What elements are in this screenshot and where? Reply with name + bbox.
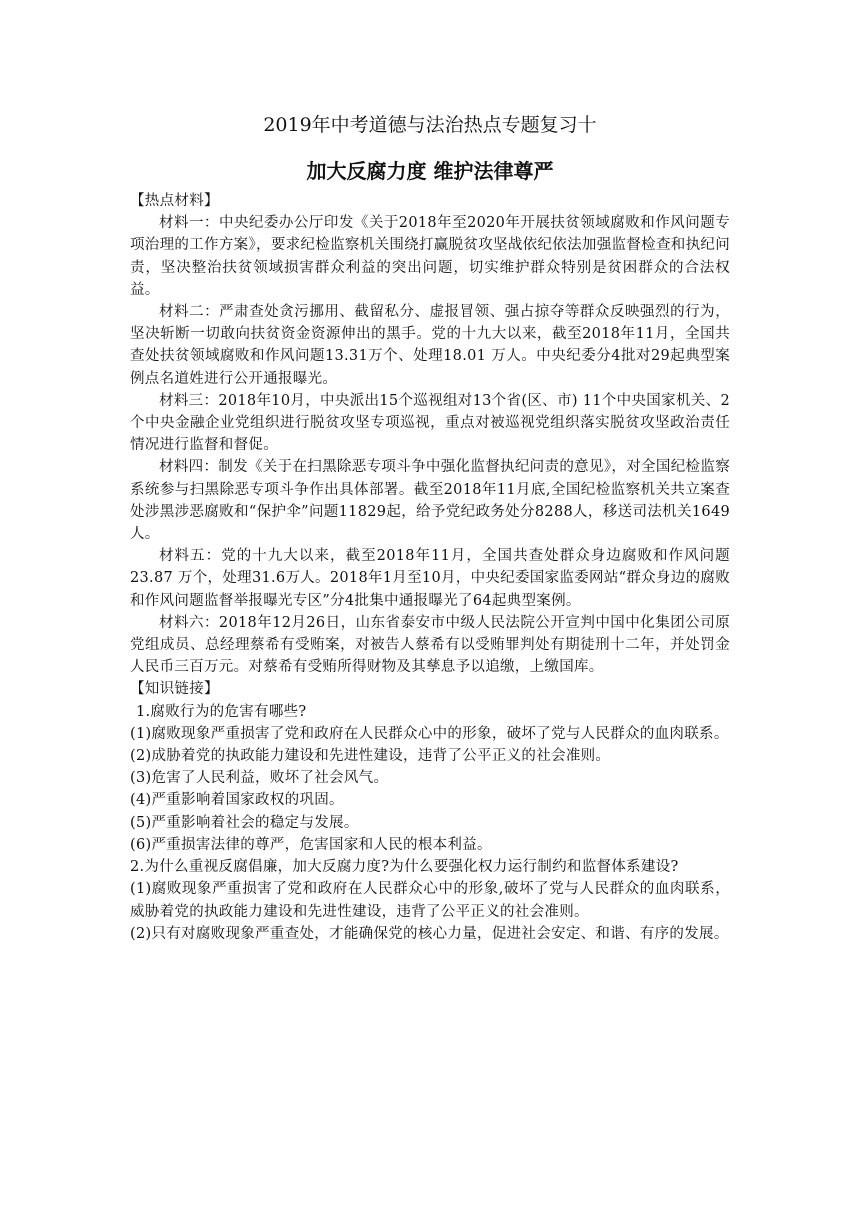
document-page — [130, 110, 730, 945]
material-paragraph: 材料三：2018年10月，中央派出15个巡视组对13个省(区、市) 11个中央国家机关、2个中央金融企业党组织进行脱贫攻坚专项巡视，重点对被巡视党组织落实脱贫攻坚政治责任情况进行监督和督促。 — [130, 392, 730, 454]
document-title: 2019年中考道德与法治热点专题复习十 — [263, 114, 597, 136]
hot-materials-heading: 【热点材料】 — [130, 193, 219, 209]
answer-item: (4)严重影响着国家政权的巩固。 — [130, 792, 344, 809]
material-paragraph: 材料二：严肃查处贪污挪用、截留私分、虚报冒领、强占掠夺等群众反映强烈的行为，坚决斩断一切敢向扶贫资金资源伸出的黑手。党的十九大以来，截至2018年11月，全国共查处扶贫领域腐败和作风问题13.31万个、处理18.01 万人。中央纪委分4批对29起典型案例点名道姓进行公开通报曝光。 — [130, 304, 730, 387]
question-2: 2.为什么重视反腐倡廉，加大反腐力度?为什么要强化权力运行制约和监督体系建设? — [130, 859, 679, 876]
answer-item: (5)严重影响着社会的稳定与发展。 — [130, 814, 359, 831]
material-paragraph: 材料四：制发《关于在扫黑除恶专项斗争中强化监督执纪问责的意见》，对全国纪检监察系统参与扫黑除恶专项斗争作出具体部署。截至2018年11月底,全国纪检监察机关共立案查处涉黑涉恶腐败和“保护伞”问题11829起，给予党纪政务处分8288人，移送司法机关1649人。 — [130, 459, 730, 543]
answer-item: (1)腐败现象严重损害了党和政府在人民群众心中的形象,破坏了党与人民群众的血肉联系，威胁着党的执政能力建设和先进性建设，违背了公平正义的社会准则。 — [130, 881, 730, 920]
material-paragraph: 材料一：中央纪委办公厅印发《关于2018年至2020年开展扶贫领域腐败和作风问题专项治理的工作方案》，要求纪检监察机关围绕打赢脱贫攻坚战依纪依法加强监督检查和执纪问责，坚决整治扶贫领域损害群众利益的突出问题，切实维护群众特别是贫困群众的合法权益。 — [130, 215, 730, 298]
material-paragraph: 材料五：党的十九大以来，截至2018年11月，全国共查处群众身边腐败和作风问题23.87 万个，处理31.6万人。2018年1月至10月，中央纪委国家监委网站“群众身边的腐败和作风问题监督举报曝光专区”分4批集中通报曝光了64起典型案例。 — [130, 548, 730, 609]
answer-item: (1)腐败现象严重损害了党和政府在人民群众心中的形象，破坏了党与人民群众的血肉联系。 — [130, 725, 729, 742]
answer-item: (2)成胁着党的执政能力建设和先进性建设，违背了公平正义的社会准则。 — [130, 748, 611, 765]
answer-item: (2)只有对腐败现象严重查处，才能确保党的核心力量，促进社会安定、和谐、有序的发展。 — [130, 925, 729, 942]
document-subtitle: 加大反腐力度 维护法律尊严 — [306, 159, 554, 183]
knowledge-link-heading: 【知识链接】 — [130, 681, 219, 698]
answer-item: (6)严重损害法律的尊严，危害国家和人民的根本利益。 — [130, 836, 492, 853]
answer-item: (3)危害了人民利益，败坏了社会风气。 — [130, 770, 389, 787]
material-paragraph: 材料六：2018年12月26日，山东省泰安市中级人民法院公开宣判中国中化集团公司原党组成员、总经理蔡希有受贿案，对被告人蔡希有以受贿罪判处有期徒刑十二年，并处罚金人民币三百万元。对蔡希有受贿所得财物及其孳息予以追缴，上缴国库。 — [130, 614, 730, 676]
question-1: 1.腐败行为的危害有哪些? — [136, 703, 307, 720]
